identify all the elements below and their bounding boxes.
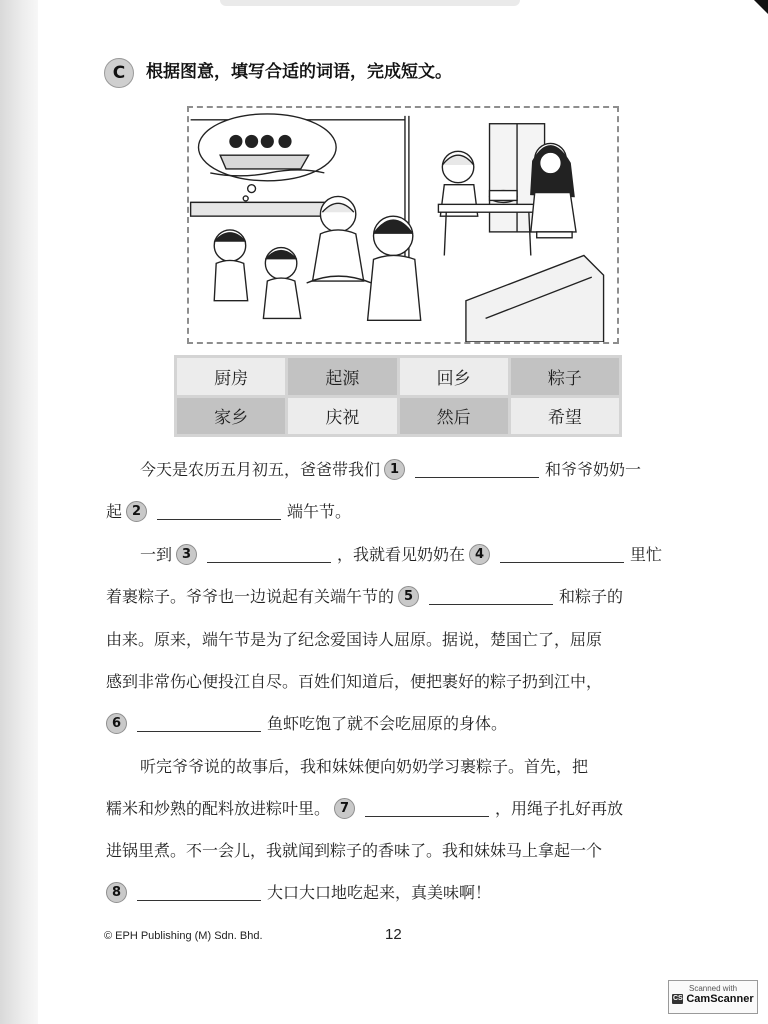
answer-blank[interactable] [137, 882, 261, 901]
passage-text: 由来。原来，端午节是为了纪念爱国诗人屈原。据说，楚国亡了，屈原 [106, 630, 603, 649]
publisher-credit: © EPH Publishing (M) Sdn. Bhd. [104, 930, 263, 942]
passage-line [106, 497, 696, 527]
passage-text: 进锅里煮。不一会儿，我就闻到粽子的香味了。我和妹妹马上拿起一个 [106, 841, 603, 860]
scan-smudge [220, 0, 520, 6]
passage-text: 鱼虾吃饱了就不会吃屈原的身体。 [267, 714, 508, 733]
page-number: 12 [385, 926, 402, 943]
passage-line [106, 667, 696, 697]
camscanner-icon: CS [672, 995, 683, 1002]
passage-text: 感到非常伤心便投江自尽。百姓们知道后，便把裹好的粽子扔到江中， [106, 672, 603, 691]
word-bank-item: 粽子 [511, 358, 619, 395]
passage-text: 一到 [140, 545, 173, 564]
passage-text: 着裹粽子。爷爷也一边说起有关端午节的 [106, 587, 395, 606]
word-bank-item: 希望 [511, 398, 619, 435]
passage-line [106, 540, 696, 570]
blank-number: 4 [469, 544, 490, 565]
passage-text: 今天是农历五月初五，爸爸带我们 [140, 460, 381, 479]
word-bank [174, 355, 622, 437]
passage-text: 和爷爷奶奶一 [545, 460, 642, 479]
blank-number: 3 [176, 544, 197, 565]
scanner-caption: Scanned with [688, 984, 738, 993]
passage-line [106, 582, 696, 612]
scanner-brand-text: CamScanner [686, 993, 754, 1005]
word-bank-item: 回乡 [400, 358, 508, 395]
family-illustration [187, 106, 619, 344]
passage-text: 起 [106, 502, 123, 521]
answer-blank[interactable] [500, 544, 624, 563]
passage-line [106, 878, 696, 908]
passage-text: 里忙 [630, 545, 663, 564]
word-bank-item: 家乡 [177, 398, 285, 435]
passage-text: 大口大口地吃起来，真美味啊！ [267, 883, 492, 902]
word-bank-item: 然后 [400, 398, 508, 435]
camscanner-watermark [668, 980, 758, 1014]
answer-blank[interactable] [207, 544, 331, 563]
word-bank-item: 庆祝 [288, 398, 396, 435]
passage-line [106, 794, 696, 824]
answer-blank[interactable] [365, 798, 489, 817]
answer-blank[interactable] [415, 459, 539, 478]
passage-text: 和粽子的 [559, 587, 624, 606]
section-badge: C [104, 58, 134, 88]
passage-text: ，我就看见奶奶在 [337, 545, 466, 564]
blank-number: 2 [126, 501, 147, 522]
word-bank-item: 起源 [288, 358, 396, 395]
passage-line [106, 709, 696, 739]
blank-number: 6 [106, 713, 127, 734]
passage-text: 端午节。 [287, 502, 352, 521]
corner-mark [754, 0, 768, 14]
word-bank-item: 厨房 [177, 358, 285, 395]
passage-text: ，用绳子扎好再放 [495, 799, 624, 818]
blank-number: 7 [334, 798, 355, 819]
section-instruction: 根据图意，填写合适的词语，完成短文。 [146, 62, 452, 82]
blank-number: 1 [384, 459, 405, 480]
passage-line [106, 752, 696, 782]
passage-line [106, 455, 696, 485]
blank-number: 5 [398, 586, 419, 607]
passage-line [106, 836, 696, 866]
blank-number: 8 [106, 882, 127, 903]
answer-blank[interactable] [157, 501, 281, 520]
answer-blank[interactable] [137, 713, 261, 732]
passage-line [106, 625, 696, 655]
page-binding-shadow [0, 0, 38, 1024]
answer-blank[interactable] [429, 586, 553, 605]
passage-text: 糯米和炒熟的配料放进粽叶里。 [106, 799, 331, 818]
passage-text: 听完爷爷说的故事后，我和妹妹便向奶奶学习裹粽子。首先，把 [140, 757, 589, 776]
scanner-brand [669, 993, 757, 1005]
